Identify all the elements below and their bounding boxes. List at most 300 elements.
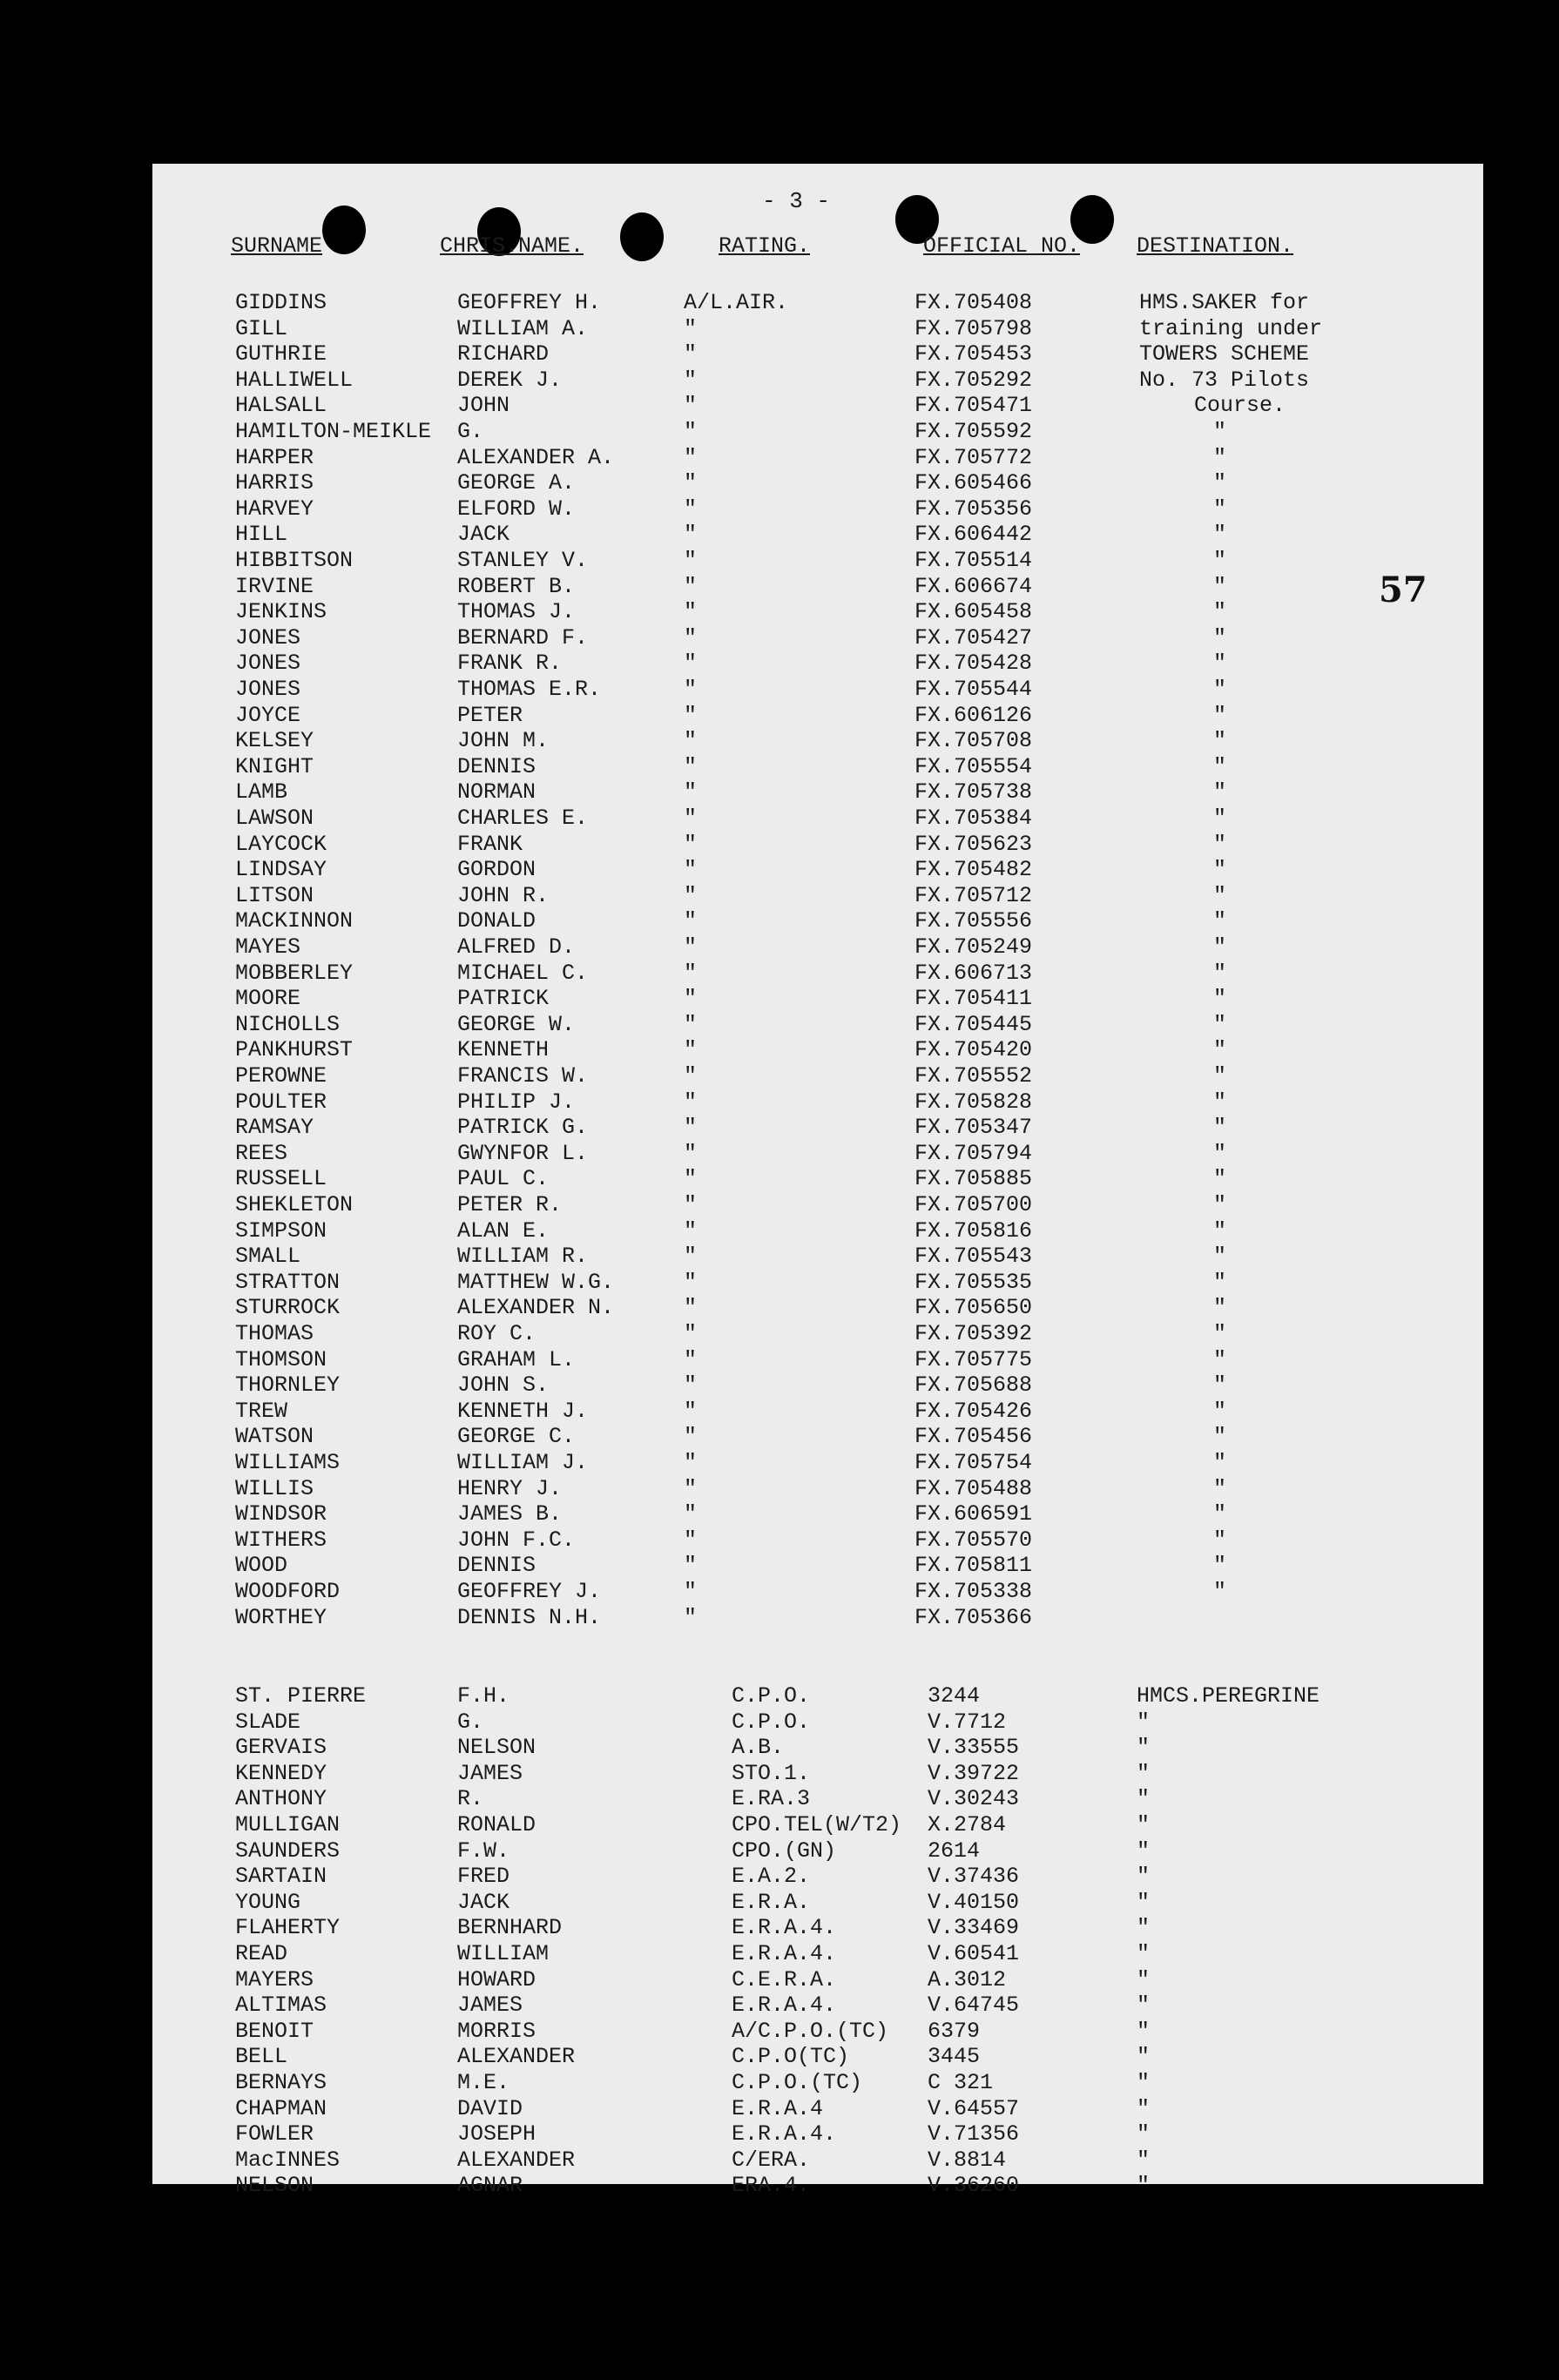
official-no-cell: FX.705712 bbox=[914, 882, 1033, 908]
surname-cell: WINDSOR bbox=[235, 1501, 327, 1527]
surname-cell: ALTIMAS bbox=[235, 1992, 327, 2019]
destination-cell: " bbox=[1213, 1424, 1227, 1450]
rating-cell: " bbox=[684, 1475, 698, 1501]
christian-name-cell: M.E. bbox=[457, 2070, 510, 2095]
official-no-cell: X.2784 bbox=[928, 1812, 1007, 1837]
list-row bbox=[152, 1890, 1483, 1916]
list-row bbox=[152, 2096, 1483, 2122]
christian-name-cell: ALEXANDER bbox=[457, 2147, 576, 2173]
official-no-cell: FX.705428 bbox=[914, 651, 1033, 677]
destination-cell: " bbox=[1213, 1166, 1227, 1192]
surname-cell: PANKHURST bbox=[235, 1037, 354, 1063]
surname-cell: HARPER bbox=[235, 444, 314, 470]
destination-cell: " bbox=[1137, 1812, 1151, 1837]
official-no-cell: FX.606442 bbox=[914, 522, 1033, 548]
christian-name-cell: F.H. bbox=[457, 1683, 510, 1709]
rating-cell: " bbox=[684, 934, 698, 960]
surname-cell: REES bbox=[235, 1140, 288, 1166]
surname-cell: JONES bbox=[235, 677, 301, 702]
rating-cell: " bbox=[684, 444, 698, 470]
official-no-cell: FX.705356 bbox=[914, 496, 1033, 522]
official-no-cell: FX.705754 bbox=[914, 1450, 1033, 1475]
christian-name-cell: JOHN bbox=[457, 393, 510, 419]
christian-name-cell: WILLIAM A. bbox=[457, 315, 589, 341]
surname-cell: MOBBERLEY bbox=[235, 960, 354, 986]
list-row bbox=[152, 1424, 1483, 1450]
surname-cell: WOOD bbox=[235, 1553, 288, 1579]
christian-name-cell: KENNETH J. bbox=[457, 1398, 589, 1424]
rating-cell: " bbox=[684, 315, 698, 341]
official-no-cell: FX.705544 bbox=[914, 677, 1033, 702]
surname-cell: GUTHRIE bbox=[235, 341, 327, 367]
destination-cell: " bbox=[1213, 857, 1227, 883]
christian-name-cell: PATRICK G. bbox=[457, 1115, 589, 1141]
christian-name-cell: WILLIAM bbox=[457, 1941, 550, 1966]
list-row bbox=[152, 779, 1483, 806]
list-row bbox=[152, 883, 1483, 909]
rating-cell: " bbox=[684, 1321, 698, 1346]
christian-name-cell: DENNIS bbox=[457, 1553, 537, 1579]
surname-cell: JENKINS bbox=[235, 599, 327, 625]
official-no-cell: FX.705392 bbox=[914, 1321, 1033, 1346]
rating-cell: " bbox=[684, 806, 698, 831]
rating-cell: E.R.A.4 bbox=[732, 2095, 824, 2121]
surname-cell: GILL bbox=[235, 315, 288, 341]
official-no-cell: V.30243 bbox=[928, 1786, 1020, 1812]
surname-cell: JONES bbox=[235, 624, 301, 651]
list-row bbox=[152, 445, 1483, 471]
list-row bbox=[152, 857, 1483, 883]
rating-cell: C.E.R.A. bbox=[732, 1966, 837, 1992]
christian-name-cell: NELSON bbox=[457, 1735, 537, 1761]
list-row bbox=[152, 1915, 1483, 1941]
christian-name-cell: DENNIS bbox=[457, 753, 537, 779]
christian-name-cell: AGNAR bbox=[457, 2173, 523, 2199]
official-no-cell: C 321 bbox=[928, 2070, 994, 2095]
rating-cell: E.R.A.4. bbox=[732, 2121, 837, 2147]
surname-cell: MULLIGAN bbox=[235, 1812, 341, 1837]
christian-name-cell: STANLEY V. bbox=[457, 548, 589, 573]
surname-cell: MacINNES bbox=[235, 2147, 341, 2173]
destination-cell: " bbox=[1137, 2070, 1151, 2095]
surname-cell: PEROWNE bbox=[235, 1063, 327, 1089]
destination-cell: " bbox=[1213, 831, 1227, 857]
rating-cell: " bbox=[684, 753, 698, 779]
official-no-cell: 3445 bbox=[928, 2044, 981, 2070]
official-no-cell: FX.705366 bbox=[914, 1604, 1033, 1630]
christian-name-cell: MORRIS bbox=[457, 2018, 537, 2044]
list-row bbox=[152, 1553, 1483, 1579]
official-no-cell: FX.705482 bbox=[914, 857, 1033, 883]
surname-cell: WOODFORD bbox=[235, 1579, 341, 1604]
list-row bbox=[152, 1089, 1483, 1116]
list-row bbox=[152, 2070, 1483, 2096]
surname-cell: KNIGHT bbox=[235, 753, 314, 779]
destination-cell: " bbox=[1213, 1475, 1227, 1501]
christian-name-cell: BERNHARD bbox=[457, 1915, 563, 1941]
surname-cell: WITHERS bbox=[235, 1527, 327, 1553]
list-row bbox=[152, 1270, 1483, 1296]
list-row bbox=[152, 1709, 1483, 1736]
surname-cell: POULTER bbox=[235, 1089, 327, 1115]
christian-name-cell: ELFORD W. bbox=[457, 496, 576, 522]
rating-cell: C.P.O.(TC) bbox=[732, 2070, 863, 2095]
destination-cell: " bbox=[1213, 419, 1227, 444]
surname-cell: BENOIT bbox=[235, 2018, 314, 2044]
surname-cell: HILL bbox=[235, 522, 288, 548]
rating-cell: " bbox=[684, 702, 698, 728]
official-no-cell: FX.606591 bbox=[914, 1501, 1033, 1527]
header-christian-name: CHRIS.NAME. bbox=[440, 233, 584, 259]
destination-cell: " bbox=[1213, 1011, 1227, 1037]
surname-cell: THOMSON bbox=[235, 1346, 327, 1372]
rating-cell: " bbox=[684, 1115, 698, 1141]
christian-name-cell: GWYNFOR L. bbox=[457, 1140, 589, 1166]
rating-cell: E.R.A.4. bbox=[732, 1941, 837, 1966]
rating-cell: E.RA.3 bbox=[732, 1786, 811, 1812]
list-row bbox=[152, 1786, 1483, 1812]
destination-cell: " bbox=[1213, 1089, 1227, 1115]
christian-name-cell: FRANCIS W. bbox=[457, 1063, 589, 1089]
surname-cell: SHEKLETON bbox=[235, 1192, 354, 1217]
header-surname: SURNAME bbox=[231, 233, 323, 259]
header-rating: RATING. bbox=[719, 233, 811, 259]
destination-cell: " bbox=[1137, 1709, 1151, 1735]
christian-name-cell: GEORGE C. bbox=[457, 1424, 576, 1450]
destination-cell: " bbox=[1213, 702, 1227, 728]
official-no-cell: V.7712 bbox=[928, 1709, 1007, 1735]
list-row bbox=[152, 1864, 1483, 1890]
rating-cell: " bbox=[684, 1398, 698, 1424]
destination-cell: " bbox=[1137, 1837, 1151, 1864]
rating-cell: " bbox=[684, 1501, 698, 1527]
destination-cell: " bbox=[1213, 1346, 1227, 1372]
surname-cell: SMALL bbox=[235, 1244, 301, 1270]
list-row bbox=[152, 1941, 1483, 1967]
surname-cell: STRATTON bbox=[235, 1269, 341, 1295]
official-no-cell: V.60541 bbox=[928, 1941, 1020, 1966]
surname-cell: JOYCE bbox=[235, 702, 301, 728]
christian-name-cell: PHILIP J. bbox=[457, 1089, 576, 1115]
destination-cell: " bbox=[1213, 1192, 1227, 1217]
rating-cell: " bbox=[684, 728, 698, 754]
list-row bbox=[152, 1141, 1483, 1167]
list-row bbox=[152, 1838, 1483, 1864]
official-no-cell: 2614 bbox=[928, 1837, 981, 1864]
list-row bbox=[152, 1735, 1483, 1761]
surname-cell: MACKINNON bbox=[235, 908, 354, 934]
destination-cell: " bbox=[1137, 2147, 1151, 2173]
surname-cell: YOUNG bbox=[235, 1889, 301, 1915]
destination-cell: " bbox=[1137, 2018, 1151, 2044]
rating-cell: " bbox=[684, 393, 698, 419]
official-no-cell: FX.705552 bbox=[914, 1063, 1033, 1089]
destination-note-line: Course. bbox=[1194, 393, 1286, 419]
destination-cell: " bbox=[1213, 548, 1227, 573]
destination-cell: " bbox=[1213, 651, 1227, 677]
destination-cell: " bbox=[1213, 753, 1227, 779]
christian-name-cell: FRANK R. bbox=[457, 651, 563, 677]
official-no-cell: FX.705708 bbox=[914, 728, 1033, 754]
rating-cell: " bbox=[684, 1063, 698, 1089]
christian-name-cell: JOHN S. bbox=[457, 1372, 550, 1399]
christian-name-cell: WILLIAM R. bbox=[457, 1244, 589, 1270]
rating-cell: ERA.4. bbox=[732, 2173, 811, 2199]
destination-cell: " bbox=[1213, 573, 1227, 599]
rating-cell: " bbox=[684, 831, 698, 857]
list-row bbox=[152, 548, 1483, 574]
official-no-cell: FX.705456 bbox=[914, 1424, 1033, 1450]
list-row bbox=[152, 754, 1483, 780]
list-row bbox=[152, 1761, 1483, 1787]
list-row bbox=[152, 316, 1483, 342]
punch-hole bbox=[620, 212, 664, 261]
surname-cell: SIMPSON bbox=[235, 1217, 327, 1244]
rating-cell: " bbox=[684, 1527, 698, 1553]
rating-cell: CPO.TEL(W/T2) bbox=[732, 1812, 902, 1837]
destination-cell: HMCS.PEREGRINE bbox=[1137, 1683, 1320, 1709]
destination-cell: " bbox=[1213, 444, 1227, 470]
christian-name-cell: G. bbox=[457, 1709, 484, 1735]
rating-cell: STO.1. bbox=[732, 1760, 811, 1786]
destination-cell: " bbox=[1137, 2173, 1151, 2199]
official-no-cell: FX.705775 bbox=[914, 1346, 1033, 1372]
christian-name-cell: CHARLES E. bbox=[457, 806, 589, 831]
official-no-cell: FX.705249 bbox=[914, 934, 1033, 960]
surname-cell: WATSON bbox=[235, 1424, 314, 1450]
christian-name-cell: G. bbox=[457, 419, 484, 444]
rating-cell: " bbox=[684, 1037, 698, 1063]
official-no-cell: V.8814 bbox=[928, 2147, 1007, 2173]
list-row bbox=[152, 2173, 1483, 2199]
christian-name-cell: PATRICK bbox=[457, 986, 550, 1012]
rating-cell: " bbox=[684, 1604, 698, 1630]
official-no-cell: V.33555 bbox=[928, 1735, 1020, 1761]
rating-cell: " bbox=[684, 1295, 698, 1321]
official-no-cell: FX.606674 bbox=[914, 573, 1033, 599]
rating-cell: " bbox=[684, 1372, 698, 1399]
rating-cell: " bbox=[684, 1579, 698, 1604]
surname-cell: SARTAIN bbox=[235, 1864, 327, 1890]
surname-cell: SLADE bbox=[235, 1709, 301, 1735]
destination-cell: " bbox=[1137, 1992, 1151, 2019]
rating-cell: " bbox=[684, 573, 698, 599]
official-no-cell: FX.705623 bbox=[914, 831, 1033, 857]
rating-cell: C.P.O. bbox=[732, 1709, 811, 1735]
surname-cell: CHAPMAN bbox=[235, 2095, 327, 2121]
christian-name-cell: JAMES B. bbox=[457, 1501, 563, 1527]
surname-cell: HARRIS bbox=[235, 470, 314, 496]
official-no-cell: V.64745 bbox=[928, 1992, 1020, 2019]
official-no-cell: FX.705384 bbox=[914, 806, 1033, 831]
rating-cell: " bbox=[684, 1553, 698, 1579]
surname-cell: LAWSON bbox=[235, 806, 314, 831]
official-no-cell: FX.605458 bbox=[914, 599, 1033, 625]
surname-cell: THORNLEY bbox=[235, 1372, 341, 1399]
rating-cell: " bbox=[684, 882, 698, 908]
list-row bbox=[152, 1347, 1483, 1373]
official-no-cell: V.39722 bbox=[928, 1760, 1020, 1786]
destination-note-line: TOWERS SCHEME bbox=[1139, 341, 1310, 367]
official-no-cell: V.71356 bbox=[928, 2121, 1020, 2147]
surname-cell: LAMB bbox=[235, 779, 288, 806]
surname-cell: HIBBITSON bbox=[235, 548, 354, 573]
list-row bbox=[152, 1605, 1483, 1631]
rating-cell: " bbox=[684, 1217, 698, 1244]
official-no-cell: FX.705798 bbox=[914, 315, 1033, 341]
christian-name-cell: ROBERT B. bbox=[457, 573, 576, 599]
surname-cell: GERVAIS bbox=[235, 1735, 327, 1761]
surname-cell: BELL bbox=[235, 2044, 288, 2070]
rating-cell: " bbox=[684, 960, 698, 986]
surname-cell: HALLIWELL bbox=[235, 367, 354, 393]
christian-name-cell: JOHN F.C. bbox=[457, 1527, 576, 1553]
list-row bbox=[152, 599, 1483, 625]
rating-cell: C/ERA. bbox=[732, 2147, 811, 2173]
official-no-cell: FX.705885 bbox=[914, 1166, 1033, 1192]
list-row bbox=[152, 1063, 1483, 1089]
official-no-cell: FX.705338 bbox=[914, 1579, 1033, 1604]
list-row bbox=[152, 1579, 1483, 1605]
surname-cell: KENNEDY bbox=[235, 1760, 327, 1786]
official-no-cell: FX.705738 bbox=[914, 779, 1033, 806]
surname-cell: MOORE bbox=[235, 986, 301, 1012]
official-no-cell: FX.705828 bbox=[914, 1089, 1033, 1115]
list-row bbox=[152, 1295, 1483, 1321]
christian-name-cell: JOHN M. bbox=[457, 728, 550, 754]
list-row bbox=[152, 1321, 1483, 1347]
destination-cell: " bbox=[1137, 1735, 1151, 1761]
rating-cell: " bbox=[684, 1346, 698, 1372]
official-no-cell: V.36260 bbox=[928, 2173, 1020, 2199]
christian-name-cell: BERNARD F. bbox=[457, 624, 589, 651]
christian-name-cell: GORDON bbox=[457, 857, 537, 883]
official-no-cell: FX.705408 bbox=[914, 290, 1033, 315]
christian-name-cell: ALAN E. bbox=[457, 1217, 550, 1244]
official-no-cell: FX.705453 bbox=[914, 341, 1033, 367]
destination-cell: " bbox=[1137, 1760, 1151, 1786]
christian-name-cell: FRED bbox=[457, 1864, 510, 1890]
christian-name-cell: JAMES bbox=[457, 1760, 523, 1786]
christian-name-cell: JOHN R. bbox=[457, 882, 550, 908]
surname-cell: WORTHEY bbox=[235, 1604, 327, 1630]
destination-note-line: training under bbox=[1139, 315, 1323, 341]
destination-cell: " bbox=[1213, 1063, 1227, 1089]
official-no-cell: FX.705445 bbox=[914, 1011, 1033, 1037]
official-no-cell: V.64557 bbox=[928, 2095, 1020, 2121]
rating-cell: " bbox=[684, 1011, 698, 1037]
list-row bbox=[152, 625, 1483, 651]
destination-cell: " bbox=[1213, 986, 1227, 1012]
rating-cell: " bbox=[684, 857, 698, 883]
list-row bbox=[152, 961, 1483, 987]
destination-cell: " bbox=[1213, 677, 1227, 702]
surname-cell: ST. PIERRE bbox=[235, 1683, 367, 1709]
list-row bbox=[152, 341, 1483, 367]
surname-cell: LITSON bbox=[235, 882, 314, 908]
surname-cell: ANTHONY bbox=[235, 1786, 327, 1812]
destination-cell: " bbox=[1213, 522, 1227, 548]
rating-cell: " bbox=[684, 1244, 698, 1270]
christian-name-cell: JOSEPH bbox=[457, 2121, 537, 2147]
official-no-cell: FX.705347 bbox=[914, 1115, 1033, 1141]
christian-name-cell: GRAHAM L. bbox=[457, 1346, 576, 1372]
list-row bbox=[152, 1683, 1483, 1709]
destination-cell: " bbox=[1213, 728, 1227, 754]
list-row bbox=[152, 1037, 1483, 1063]
official-no-cell: FX.606126 bbox=[914, 702, 1033, 728]
christian-name-cell: THOMAS E.R. bbox=[457, 677, 602, 702]
rating-cell: " bbox=[684, 1166, 698, 1192]
surname-cell: RUSSELL bbox=[235, 1166, 327, 1192]
rating-cell: " bbox=[684, 1450, 698, 1475]
list-row bbox=[152, 1476, 1483, 1502]
rating-cell: E.R.A.4. bbox=[732, 1915, 837, 1941]
rating-cell: " bbox=[684, 341, 698, 367]
official-no-cell: FX.705554 bbox=[914, 753, 1033, 779]
rating-cell: " bbox=[684, 908, 698, 934]
list-row bbox=[152, 1192, 1483, 1218]
official-no-cell: FX.705592 bbox=[914, 419, 1033, 444]
surname-cell: MAYERS bbox=[235, 1966, 314, 1992]
list-row bbox=[152, 2121, 1483, 2147]
christian-name-cell: PETER bbox=[457, 702, 523, 728]
rating-cell: " bbox=[684, 599, 698, 625]
christian-name-cell: NORMAN bbox=[457, 779, 537, 806]
rating-cell: " bbox=[684, 496, 698, 522]
rating-cell: " bbox=[684, 419, 698, 444]
official-no-cell: FX.705411 bbox=[914, 986, 1033, 1012]
rating-cell: " bbox=[684, 1140, 698, 1166]
destination-cell: " bbox=[1137, 1864, 1151, 1890]
rating-cell: A/L.AIR. bbox=[684, 290, 789, 315]
destination-note-line: HMS.SAKER for bbox=[1139, 290, 1310, 315]
rating-cell: " bbox=[684, 1089, 698, 1115]
official-no-cell: FX.705816 bbox=[914, 1217, 1033, 1244]
list-row bbox=[152, 1450, 1483, 1476]
surname-cell: SAUNDERS bbox=[235, 1837, 341, 1864]
list-row bbox=[152, 1399, 1483, 1425]
christian-name-cell: HOWARD bbox=[457, 1966, 537, 1992]
official-no-cell: FX.705488 bbox=[914, 1475, 1033, 1501]
rating-cell: CPO.(GN) bbox=[732, 1837, 837, 1864]
official-no-cell: FX.705700 bbox=[914, 1192, 1033, 1217]
surname-cell: LAYCOCK bbox=[235, 831, 327, 857]
surname-cell: FLAHERTY bbox=[235, 1915, 341, 1941]
christian-name-cell: MICHAEL C. bbox=[457, 960, 589, 986]
rating-cell: A.B. bbox=[732, 1735, 785, 1761]
surname-cell: IRVINE bbox=[235, 573, 314, 599]
destination-cell: " bbox=[1137, 2044, 1151, 2070]
destination-cell: " bbox=[1213, 882, 1227, 908]
surname-cell: WILLIAMS bbox=[235, 1450, 341, 1475]
rating-cell: " bbox=[684, 470, 698, 496]
official-no-cell: 3244 bbox=[928, 1683, 981, 1709]
christian-name-cell: JACK bbox=[457, 1889, 510, 1915]
destination-cell: " bbox=[1137, 1966, 1151, 1992]
destination-cell: " bbox=[1213, 779, 1227, 806]
surname-cell: TREW bbox=[235, 1398, 288, 1424]
list-row bbox=[152, 1967, 1483, 1993]
destination-cell: " bbox=[1213, 624, 1227, 651]
rating-cell: E.A.2. bbox=[732, 1864, 811, 1890]
christian-name-cell: DEREK J. bbox=[457, 367, 563, 393]
official-no-cell: V.33469 bbox=[928, 1915, 1020, 1941]
destination-cell: " bbox=[1213, 806, 1227, 831]
surname-cell: HARVEY bbox=[235, 496, 314, 522]
rating-cell: " bbox=[684, 1424, 698, 1450]
list-row bbox=[152, 1166, 1483, 1192]
